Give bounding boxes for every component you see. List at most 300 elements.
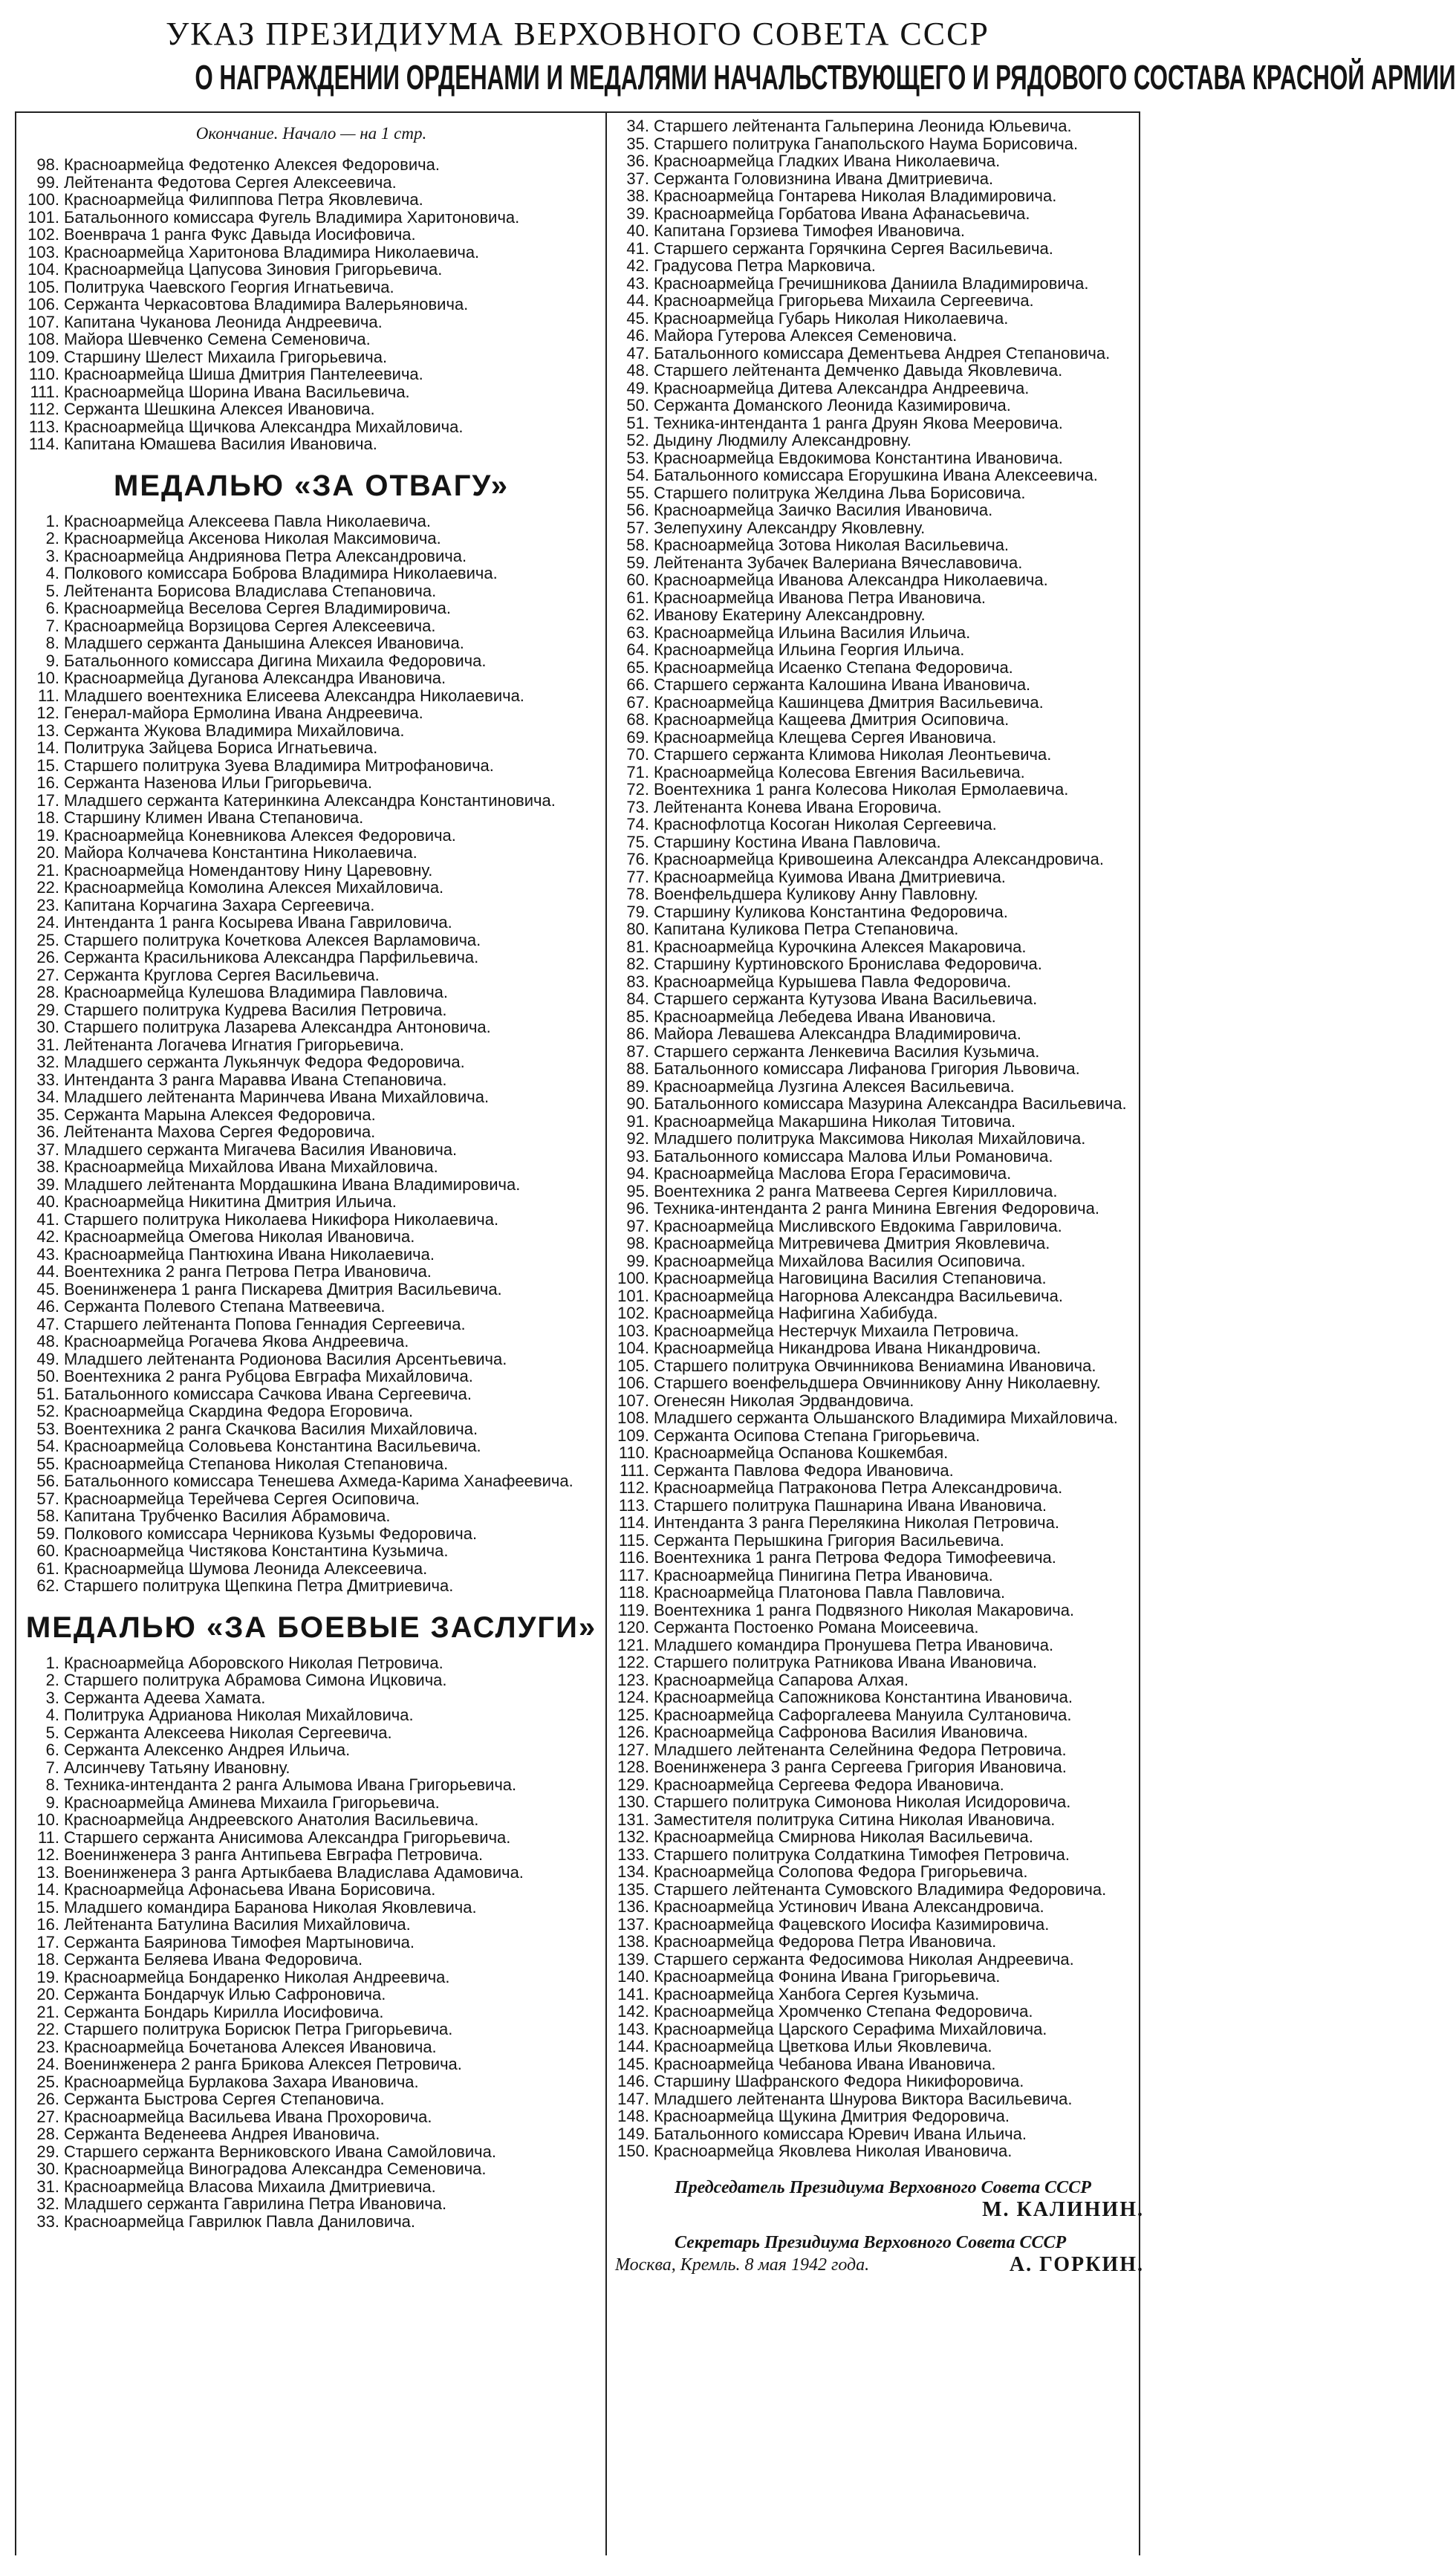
entry-number: 10.: [36, 1810, 59, 1829]
award-entry: [615, 2090, 1144, 2108]
award-entry: [615, 711, 1144, 729]
award-entry: [615, 1357, 1144, 1375]
award-entry: [25, 1671, 597, 1689]
entry-text: Батальонного комиссара Малова Ильи Романовича.: [654, 1146, 1053, 1166]
entry-number: 141.: [617, 1984, 649, 2003]
entry-number: 52.: [36, 1402, 59, 1420]
entry-number: 51.: [36, 1384, 59, 1403]
award-entry: [615, 1549, 1144, 1567]
award-entry: [25, 932, 597, 949]
award-list-bravery: [25, 513, 597, 1595]
entry-number: 33.: [36, 2211, 59, 2231]
award-entry: [25, 1794, 597, 1812]
entry-text: Воентехника 1 ранга Петрова Федора Тимофеевича.: [654, 1548, 1056, 1567]
award-entry: [615, 868, 1144, 886]
entry-number: 47.: [626, 343, 649, 363]
entry-number: 35.: [36, 1105, 59, 1124]
entry-number: 52.: [626, 431, 649, 449]
entry-number: 108.: [617, 1408, 649, 1427]
award-entry: [615, 1304, 1144, 1322]
award-entry: [25, 435, 597, 453]
entry-number: 111.: [620, 1460, 649, 1480]
award-entry: [615, 135, 1144, 153]
entry-text: Техника-интенданта 1 ранга Друян Якова Мееровича.: [654, 413, 1063, 432]
entry-text: Краснофлотца Косоган Николая Сергеевича.: [654, 815, 997, 833]
entry-text: Красноармейца Номендантову Нину Царевовну.: [64, 860, 433, 880]
entry-text: Сержанта Баяринова Тимофея Мартыновича.: [64, 1932, 415, 1951]
entry-text: Младшего сержанта Лукьянчук Федора Федоровича.: [64, 1053, 465, 1071]
entry-number: 137.: [617, 1914, 649, 1934]
entry-text: Батальонного комиссара Фугель Владимира Харитоновича.: [64, 207, 520, 227]
entry-number: 60.: [626, 571, 649, 589]
entry-text: Воентехника 2 ранга Рубцова Евграфа Михайловича.: [64, 1367, 473, 1385]
decree-subtitle: О НАГРАЖДЕНИИ ОРДЕНАМИ И МЕДАЛЯМИ НАЧАЛЬСТВУЮЩЕГО И РЯДОВОГО СОСТАВА КРАСНОЙ АРМИИ: [195, 58, 1456, 97]
award-entry: [615, 816, 1144, 833]
entry-text: Старшего политрука Овчинникова Вениамина Ивановича.: [654, 1356, 1096, 1375]
award-entry: [615, 1933, 1144, 1951]
award-entry: [615, 746, 1144, 764]
entry-number: 114.: [618, 1513, 649, 1532]
entry-text: Красноармейца Сергеева Федора Ивановича.: [654, 1775, 1004, 1794]
award-entry: [615, 781, 1144, 799]
entry-text: Младшего сержанта Мигачева Василия Ивановича.: [64, 1140, 458, 1159]
entry-number: 70.: [626, 745, 649, 764]
entry-text: Военинженера 1 ранга Пискарева Дмитрия Васильевича.: [64, 1279, 502, 1298]
award-entry: [615, 1218, 1144, 1235]
award-entry: [25, 209, 597, 227]
award-entry: [615, 415, 1144, 432]
secretary-name: А. ГОРКИН.: [1009, 2252, 1144, 2276]
entry-number: 59.: [626, 553, 649, 572]
entry-text: Красноармейца Сафоргалеева Мануила Султановича.: [654, 1705, 1072, 1724]
continuation-note: Окончание. Начало — на 1 стр.: [195, 124, 427, 143]
award-entry: [25, 1490, 597, 1508]
entry-number: 118.: [618, 1583, 649, 1602]
award-entry: [615, 519, 1144, 537]
entry-text: Интенданта 3 ранга Перелякина Николая Петровича.: [654, 1513, 1059, 1532]
entry-text: Красноармейца Нестерчук Михаила Петровича.: [654, 1321, 1019, 1340]
entry-text: Старшего политрука Зуева Владимира Митрофановича.: [64, 755, 494, 775]
award-entry: [25, 687, 597, 705]
entry-number: 127.: [617, 1740, 649, 1759]
award-entry: [25, 1986, 597, 2003]
entry-number: 22.: [36, 878, 59, 897]
award-entry: [615, 885, 1144, 903]
entry-text: Красноармейца Чебанова Ивана Ивановича.: [654, 2054, 996, 2073]
section-heading-combat-merit: МЕДАЛЬЮ «ЗА БОЕВЫЕ ЗАСЛУГИ»: [25, 1610, 597, 1644]
award-entry: [25, 547, 597, 565]
entry-number: 103.: [617, 1321, 649, 1340]
award-entry: [25, 1916, 597, 1934]
award-entry: [25, 862, 597, 880]
entry-text: Красноармейца Куимова Ивана Дмитриевича.: [654, 867, 1006, 886]
award-entry: [615, 1602, 1144, 1619]
award-entry: [25, 2108, 597, 2126]
award-entry: [615, 990, 1144, 1008]
entry-number: 140.: [617, 1967, 649, 1986]
entry-number: 18.: [36, 808, 59, 827]
entry-number: 38.: [36, 1157, 59, 1176]
award-entry: [615, 1567, 1144, 1584]
award-entry: [25, 2213, 597, 2231]
entry-number: 56.: [626, 501, 649, 519]
entry-text: Красноармейца Ильина Георгия Ильича.: [654, 640, 965, 659]
entry-text: Красноармейца Федотенко Алексея Федоровича.: [64, 155, 440, 174]
entry-number: 14.: [36, 738, 59, 757]
entry-text: Красноармейца Власова Михаила Дмитриевича.: [64, 2177, 436, 2196]
entry-text: Старшего сержанта Горячкина Сергея Васильевича.: [654, 238, 1053, 258]
entry-number: 65.: [626, 657, 649, 677]
entry-text: Красноармейца Хромченко Степана Федоровича.: [654, 2002, 1033, 2021]
award-entry: [615, 1811, 1144, 1829]
entry-text: Красноармейца Солопова Федора Григорьевича.: [654, 1862, 1028, 1881]
entry-number: 5.: [45, 1723, 59, 1742]
award-entry: [25, 191, 597, 209]
entry-number: 9.: [45, 651, 59, 670]
entry-text: Красноармейца Бочетанова Алексея Ивановича.: [64, 2037, 437, 2056]
entry-text: Красноармейца Дитева Александра Андреевича.: [654, 378, 1030, 397]
entry-text: Воентехника 2 ранга Матвеева Сергея Кирилловича.: [654, 1181, 1058, 1200]
entry-text: Старшего политрука Пашнарина Ивана Ивановича.: [654, 1495, 1047, 1515]
award-entry: [615, 152, 1144, 170]
entry-number: 80.: [626, 920, 649, 938]
entry-number: 145.: [617, 2054, 649, 2073]
award-entry: [615, 1986, 1144, 2003]
award-entry: [25, 2143, 597, 2161]
entry-text: Капитана Горзиева Тимофея Ивановича.: [654, 221, 966, 240]
award-entry: [615, 1165, 1144, 1183]
award-entry: [25, 914, 597, 932]
award-entry: [615, 2142, 1144, 2160]
entry-number: 73.: [626, 797, 649, 816]
entry-text: Красноармейца Клещева Сергея Ивановича.: [654, 727, 997, 747]
entry-number: 39.: [626, 204, 649, 223]
entry-text: Красноармейца Бурлакова Захара Ивановича.: [64, 2072, 419, 2091]
entry-number: 76.: [626, 850, 649, 868]
award-entry: [25, 1001, 597, 1019]
entry-text: Сержанта Красильникова Александра Парфильевича.: [64, 948, 479, 966]
entry-number: 7.: [45, 1758, 59, 1777]
award-entry: [25, 757, 597, 775]
award-entry: [25, 1158, 597, 1176]
entry-text: Красноармейца Аксенова Николая Максимовича.: [64, 529, 441, 547]
entry-number: 6.: [45, 1740, 59, 1759]
entry-number: 101.: [27, 207, 59, 227]
entry-number: 57.: [626, 518, 649, 537]
entry-number: 121.: [617, 1635, 649, 1654]
award-entry: [25, 244, 597, 261]
entry-text: Красноармейца Афонасьева Ивана Борисовича.: [64, 1880, 436, 1899]
entry-text: Красноармейца Нагорнова Александра Васильевича.: [654, 1286, 1063, 1305]
award-entry: [25, 1864, 597, 1882]
award-entry: [615, 222, 1144, 240]
entry-number: 95.: [626, 1181, 649, 1200]
entry-number: 87.: [626, 1041, 649, 1061]
entry-text: Старшего политрука Кудрева Василия Петровича.: [64, 1000, 447, 1019]
entry-text: Красноармейца Щичкова Александра Михайловича.: [64, 417, 464, 436]
award-entry: [615, 1688, 1144, 1706]
award-entry: [615, 676, 1144, 694]
award-entry: [615, 1025, 1144, 1043]
entry-text: Дыдину Людмилу Александровну.: [654, 431, 911, 449]
entry-text: Старшину Шелест Михаила Григорьевича.: [64, 347, 388, 366]
entry-number: 102.: [27, 225, 59, 244]
entry-number: 21.: [36, 2002, 59, 2021]
entry-number: 39.: [36, 1174, 59, 1194]
entry-text: Красноармейца Сапарова Алхая.: [654, 1670, 909, 1689]
entry-text: Красноармейца Пинигина Петра Ивановича.: [654, 1565, 993, 1584]
award-entry: [615, 1497, 1144, 1515]
entry-text: Красноармейца Омегова Николая Ивановича.: [64, 1227, 415, 1246]
award-entry: [25, 634, 597, 652]
entry-number: 102.: [617, 1304, 649, 1322]
entry-text: Старшего политрука Ратникова Ивана Ивановича.: [654, 1653, 1038, 1671]
decree-title: УКАЗ ПРЕЗИДИУМА ВЕРХОВНОГО СОВЕТА СССР: [166, 16, 989, 52]
entry-number: 86.: [626, 1024, 649, 1043]
entry-text: Старшего политрука Абрамова Симона Ицковича.: [64, 1671, 447, 1689]
entry-text: Батальонного комиссара Егорушкина Ивана Алексеевича.: [654, 466, 1098, 484]
entry-number: 24.: [36, 2055, 59, 2073]
entry-text: Интенданта 1 ранга Косырева Ивана Гавриловича.: [64, 913, 452, 932]
entry-text: Красноармейца Яковлева Николая Ивановича.: [654, 2142, 1013, 2160]
award-entry: [615, 1881, 1144, 1899]
award-entry: [25, 1741, 597, 1759]
entry-number: 136.: [617, 1897, 649, 1916]
entry-number: 130.: [617, 1792, 649, 1811]
entry-text: Красноармейца Виноградова Александра Семеновича.: [64, 2159, 487, 2178]
entry-text: Красноармейца Митревичева Дмитрия Яковлевича.: [654, 1234, 1050, 1252]
award-entry: [615, 1427, 1144, 1445]
award-entry: [25, 2090, 597, 2108]
award-entry: [25, 1455, 597, 1473]
award-entry: [615, 501, 1144, 519]
award-entry: [25, 809, 597, 827]
entry-number: 26.: [36, 2090, 59, 2108]
entry-text: Старшину Шафранского Федора Никифоровича.: [654, 2072, 1024, 2090]
entry-number: 16.: [36, 1915, 59, 1934]
award-entry: [25, 1472, 597, 1490]
award-entry: [615, 1148, 1144, 1166]
award-entry: [25, 1846, 597, 1864]
entry-number: 28.: [36, 983, 59, 1001]
entry-number: 49.: [626, 378, 649, 397]
entry-text: Капитана Куликова Петра Степановича.: [654, 920, 959, 938]
entry-text: Красноармейца Терейчева Сергея Осиповича.: [64, 1489, 420, 1508]
entry-number: 8.: [45, 1775, 59, 1794]
award-entry: [25, 1706, 597, 1724]
award-entry: [615, 1113, 1144, 1131]
entry-text: Красноармейца Курочкина Алексея Макаровича.: [654, 937, 1027, 956]
entry-number: 129.: [617, 1775, 649, 1794]
award-entry: [615, 1898, 1144, 1916]
entry-number: 16.: [36, 773, 59, 792]
entry-text: Огенесян Николая Эрдвандовича.: [654, 1391, 914, 1410]
entry-text: Красноармейца Ханбога Сергея Кузьмича.: [654, 1984, 980, 2003]
award-entry: [615, 973, 1144, 991]
entry-number: 133.: [617, 1844, 649, 1864]
entry-number: 82.: [626, 955, 649, 973]
award-entry: [25, 1934, 597, 1951]
entry-text: Сержанта Назенова Ильи Григорьевича.: [64, 773, 372, 792]
award-entry: [615, 1270, 1144, 1287]
entry-number: 12.: [36, 703, 59, 722]
entry-number: 139.: [617, 1949, 649, 1969]
entry-text: Генерал-майора Ермолина Ивана Андреевича.: [64, 703, 423, 722]
entry-text: Батальонного комиссара Лифанова Григория Львовича.: [654, 1059, 1080, 1078]
award-entry: [25, 669, 597, 687]
award-entry: [25, 365, 597, 383]
entry-text: Красноармейца Чистякова Константина Кузьмича.: [64, 1541, 449, 1560]
entry-number: 45.: [36, 1279, 59, 1298]
award-entry: [25, 1228, 597, 1246]
entry-number: 50.: [626, 396, 649, 415]
entry-number: 25.: [36, 930, 59, 949]
entry-text: Красноармейца Бондаренко Николая Андреевича.: [64, 1967, 450, 1986]
entry-text: Красноармейца Рогачева Якова Андреевича.: [64, 1332, 409, 1350]
entry-text: Красноармейца Гладких Ивана Николаевича.: [654, 152, 1001, 170]
entry-text: Красноармейца Щукина Дмитрия Федоровича.: [654, 2107, 1010, 2125]
award-entry: [615, 1532, 1144, 1550]
entry-text: Красноармейца Смирнова Николая Васильевича.: [654, 1827, 1033, 1846]
award-entry: [25, 1525, 597, 1543]
award-entry: [615, 1654, 1144, 1671]
entry-text: Старшего сержанта Федосимова Николая Андреевича.: [654, 1949, 1074, 1969]
entry-number: 103.: [27, 242, 59, 261]
entry-number: 97.: [626, 1216, 649, 1235]
entry-text: Красноармейца Харитонова Владимира Николаевича.: [64, 242, 480, 261]
entry-text: Сержанта Веденеева Андрея Ивановича.: [64, 2125, 380, 2143]
entry-number: 11.: [38, 686, 59, 705]
entry-text: Младшего лейтенанта Селейнина Федора Петровича.: [654, 1740, 1067, 1759]
entry-text: Младшего воентехника Елисеева Александра Николаевича.: [64, 686, 524, 705]
award-entry: [615, 694, 1144, 712]
entry-number: 143.: [617, 2019, 649, 2038]
entry-text: Младшего сержанта Данышина Алексея Ивановича.: [64, 634, 464, 652]
decree-header: [15, 13, 1456, 100]
award-entry: [25, 1881, 597, 1899]
entry-number: 2.: [45, 1671, 59, 1689]
award-entry: [25, 827, 597, 845]
entry-text: Красноармейца Фонина Ивана Григорьевича.: [654, 1967, 1001, 1986]
entry-number: 19.: [36, 825, 59, 845]
entry-number: 54.: [626, 466, 649, 484]
entry-text: Полкового комиссара Боброва Владимира Николаевича.: [64, 564, 498, 582]
entry-number: 101.: [617, 1286, 649, 1305]
award-entry: [615, 2107, 1144, 2125]
entry-number: 144.: [617, 2037, 649, 2055]
award-entry: [25, 2178, 597, 2196]
award-entry: [25, 174, 597, 192]
entry-number: 40.: [626, 221, 649, 240]
entry-text: Красноармейца Ворзицова Сергея Алексеевича.: [64, 616, 436, 635]
entry-text: Сержанта Бондарчук Илью Сафроновича.: [64, 1985, 386, 2003]
entry-number: 21.: [36, 860, 59, 880]
entry-text: Красноармейца Устинович Ивана Александровича.: [654, 1897, 1044, 1916]
award-entry: [25, 2003, 597, 2021]
award-entry: [615, 955, 1144, 973]
left-column: [25, 119, 597, 2230]
entry-text: Старшего сержанта Калошина Ивана Ивановича.: [654, 675, 1031, 694]
entry-text: Старшего политрука Солдаткина Тимофея Петровича.: [654, 1844, 1070, 1864]
award-entry: [25, 1281, 597, 1298]
award-entry: [615, 1479, 1144, 1497]
award-entry: [25, 1350, 597, 1368]
entry-number: 114.: [28, 435, 59, 453]
entry-number: 93.: [626, 1146, 649, 1166]
entry-number: 105.: [27, 277, 59, 296]
award-entry: [615, 1374, 1144, 1392]
entry-text: Красноармейца Кривошеина Александра Александровича.: [654, 850, 1104, 868]
award-entry: [615, 1828, 1144, 1846]
entry-number: 113.: [618, 1495, 649, 1515]
entry-number: 149.: [617, 2124, 649, 2143]
award-entry: [25, 331, 597, 348]
entry-text: Красноармейца Маслова Егора Герасимовича.: [654, 1164, 1012, 1183]
entry-text: Красноармейца Васильева Ивана Прохоровича.: [64, 2107, 432, 2126]
award-entry: [615, 1619, 1144, 1636]
award-entry: [25, 1969, 597, 1986]
entry-number: 120.: [617, 1618, 649, 1636]
award-entry: [25, 949, 597, 966]
award-entry: [25, 530, 597, 547]
entry-text: Красноармейца Иванова Александра Николаевича.: [654, 571, 1048, 589]
entry-number: 147.: [617, 2089, 649, 2108]
entry-text: Интенданта 3 ранга Маравва Ивана Степановича.: [64, 1070, 447, 1089]
entry-text: Лейтенанта Федотова Сергея Алексеевича.: [64, 172, 397, 192]
award-entry: [615, 1322, 1144, 1340]
entry-number: 48.: [36, 1332, 59, 1350]
entry-number: 37.: [626, 169, 649, 188]
award-entry: [615, 1741, 1144, 1759]
entry-text: Старшину Костина Ивана Павловича.: [654, 832, 941, 851]
entry-text: Военинженера 3 ранга Антипьева Евграфа Петровича.: [64, 1845, 484, 1864]
entry-text: Красноармейца Гонтарева Николая Владимировича.: [654, 186, 1057, 205]
award-entry: [615, 327, 1144, 345]
entry-text: Красноармейца Гаврилюк Павла Даниловича.: [64, 2211, 416, 2231]
award-entry: [25, 1507, 597, 1525]
award-entry: [615, 1339, 1144, 1357]
award-entry: [25, 844, 597, 862]
award-entry: [25, 2125, 597, 2143]
entry-text: Старшего политрука Кочеткова Алексея Варламовича.: [64, 930, 481, 949]
award-entry: [25, 1542, 597, 1560]
award-entry: [25, 2073, 597, 2091]
entry-number: 150.: [617, 2142, 649, 2160]
award-entry: [25, 1106, 597, 1124]
award-entry: [615, 1252, 1144, 1270]
entry-number: 107.: [27, 312, 59, 331]
award-entry: [615, 1060, 1144, 1078]
award-entry: [615, 1462, 1144, 1480]
award-entry: [25, 1123, 597, 1141]
award-entry: [25, 348, 597, 366]
entry-text: Старшего политрука Симонова Николая Исидоровича.: [654, 1792, 1071, 1811]
entry-number: 62.: [626, 605, 649, 624]
entry-number: 110.: [618, 1443, 649, 1462]
entry-text: Старшего политрука Лазарева Александра Антоновича.: [64, 1018, 491, 1036]
award-entry: [25, 1776, 597, 1794]
entry-number: 12.: [36, 1845, 59, 1864]
chairman-name: М. КАЛИНИН.: [982, 2197, 1144, 2221]
entry-text: Заместителя политрука Ситина Николая Ивановича.: [654, 1810, 1056, 1829]
entry-number: 135.: [617, 1879, 649, 1899]
entry-number: 64.: [626, 640, 649, 659]
entry-text: Старшего сержанта Верниковского Ивана Самойловича.: [64, 2142, 496, 2161]
entry-text: Красноармейца Михайлова Ивана Михайловича.: [64, 1157, 438, 1176]
entry-text: Младшего сержанта Гаврилина Петра Ивановича.: [64, 2194, 447, 2213]
entry-text: Сержанта Павлова Федора Ивановича.: [654, 1460, 954, 1480]
award-entry: [25, 418, 597, 436]
